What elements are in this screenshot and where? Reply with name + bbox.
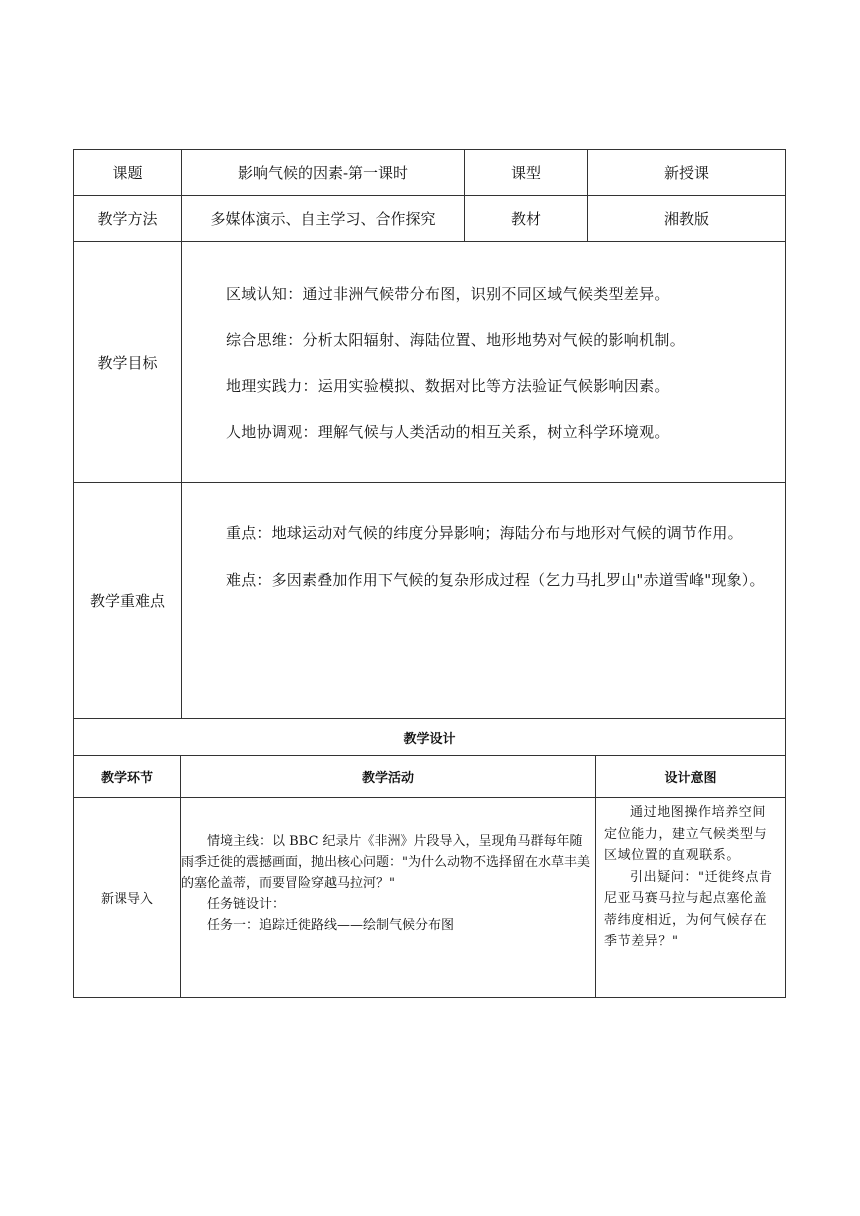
objectives-list: [182, 242, 786, 483]
method-label: 教学方法: [74, 196, 182, 242]
stage-cell: 新课导入: [74, 798, 181, 998]
method-row: [74, 196, 786, 242]
activity-paragraph: 任务链设计：: [207, 897, 286, 912]
type-label: 课型: [465, 150, 588, 196]
objectives-row: [74, 242, 786, 483]
activity-paragraph: 任务一：追踪迁徙路线——绘制气候分布图: [207, 918, 455, 933]
material-label: 教材: [465, 196, 588, 242]
intent-paragraph: 通过地图操作培养空间定位能力，建立气候类型与区域位置的直观联系。: [604, 805, 768, 863]
objectives-label: 教学目标: [74, 242, 182, 483]
topic-row: [74, 150, 786, 196]
design-header-row: [74, 756, 786, 798]
design-title: 教学设计: [74, 719, 786, 756]
objective-item: 地理实践力：运用实验模拟、数据对比等方法验证气候影响因素。: [226, 377, 670, 395]
topic-value: 影响气候的因素-第一课时: [182, 150, 465, 196]
difficulty-item: 难点：多因素叠加作用下气候的复杂形成过程（乞力马扎罗山"赤道雪峰"现象）。: [226, 571, 765, 589]
col-header-intent: 设计意图: [596, 756, 786, 798]
objective-item: 综合思维：分析太阳辐射、海陆位置、地形地势对气候的影响机制。: [226, 331, 686, 349]
key-points-list: [182, 483, 786, 719]
method-value: 多媒体演示、自主学习、合作探究: [182, 196, 465, 242]
intent-cell: [596, 798, 786, 998]
key-points-label: 教学重难点: [74, 483, 182, 719]
objective-item: 区域认知：通过非洲气候带分布图，识别不同区域气候类型差异。: [226, 285, 670, 303]
material-value: 湘教版: [588, 196, 786, 242]
activity-paragraph: 情境主线：以 BBC 纪录片《非洲》片段导入，呈现角马群每年随雨季迁徙的震撼画面，抛出核心问题："为什么动物不选择留在水草丰美的塞伦盖蒂，而要冒险穿越马拉河？": [181, 834, 590, 891]
teaching-design-table: [73, 718, 786, 998]
type-value: 新授课: [588, 150, 786, 196]
key-point-item: 重点：地球运动对气候的纬度分异影响；海陆分布与地形对气候的调节作用。: [226, 524, 743, 542]
key-points-row: [74, 483, 786, 719]
design-title-row: [74, 719, 786, 756]
activity-cell: [181, 798, 596, 998]
intent-paragraph: 引出疑问："迁徙终点肯尼亚马赛马拉与起点塞伦盖蒂纬度相近，为何气候存在季节差异？": [604, 869, 773, 949]
col-header-stage: 教学环节: [74, 756, 181, 798]
lesson-info-table: [73, 149, 786, 719]
objective-item: 人地协调观：理解气候与人类活动的相互关系，树立科学环境观。: [226, 423, 670, 441]
col-header-activity: 教学活动: [181, 756, 596, 798]
topic-label: 课题: [74, 150, 182, 196]
table-row: [74, 798, 786, 998]
